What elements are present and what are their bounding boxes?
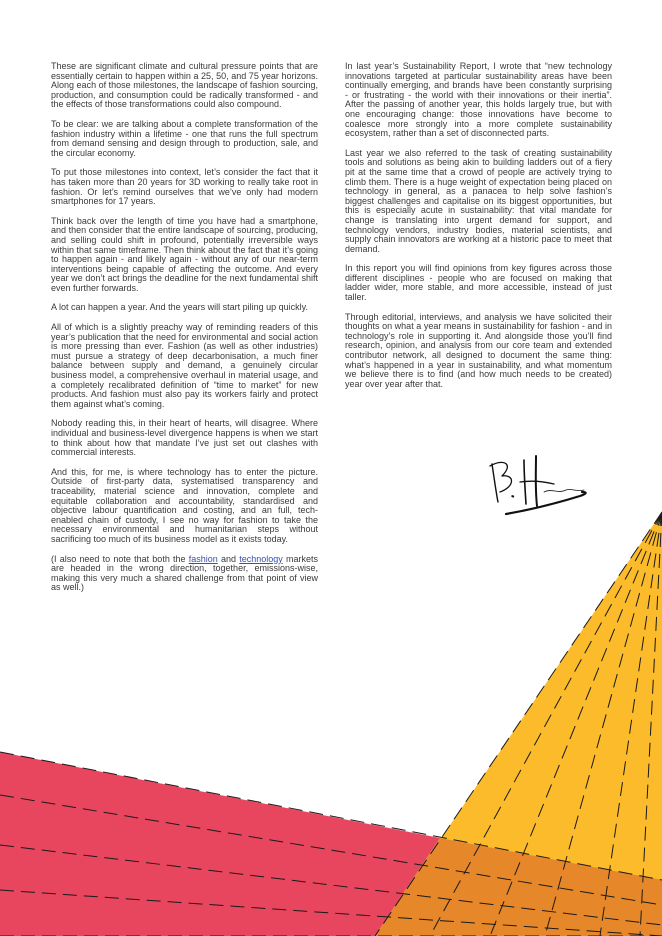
paragraph: In last year’s Sustainability Report, I wrote that “new technology innovations targeted at particular sustainability areas have been continually emerging, and brands have been constantly surprising - or frustrating - the world with their innovations or their inertia”. After the passing of another year, this holds largely true, but with one encouraging change: those innovations have become to coalesce more strongly into a more complete sustainability ecosystem, rather than a set of disconnected parts. [345,61,612,139]
paragraph: Last year we also referred to the task of creating sustainability tools and solutions as being akin to building ladders out of a fiery pit at the same time that a crowd of people are actively trying to climb them. There is a huge weight of expectation being placed on technology in general, as a panacea to help solve fashion’s biggest challenges and capitalise on its biggest opportunities, but this is especially acute in sustainability: that vital mandate for change is translating into urgent demand for support, and technology vendors, industry bodies, material scientists, and supply chain innovators are working at a historic pace to meet that demand. [345,147,612,254]
paragraph: Think back over the length of time you have had a smartphone, and then consider that the entire landscape of sourcing, producing, and selling could shift in profound, potentially irreversible ways within that same timeframe. Then think about the fact that it’s going to happen again - and likely again - without any of our near-term interventions being capable of affecting the outcome. And every year we don’t act brings the deadline for the next fundamental shift even further forwards. [51,215,318,293]
left-text-column [51,62,318,603]
paragraph: Nobody reading this, in their heart of hearts, will disagree. Where individual and business-level divergence happens is when we start to think about how that mandate I’ve just set out clashes with commercial interests. [51,418,318,458]
paragraph: Through editorial, interviews, and analysis we have solicited their thoughts on what a year means in sustainability for fashion - and in technology’s role in supporting it. And alongside those you’ll find research, opinion, and analysis from our core team and extended contributor network, all designed to document the same thing: what’s happened in a year in sustainability, and what momentum we believe there is to find (and how much needs to be created) year over year after that. [345,311,612,389]
handwritten-signature [484,452,594,522]
paragraph-text: (I also need to note that both the [51,553,189,564]
paragraph: In this report you will find opinions from key figures across those different disciplines - people who are focused on making that ladder wider, more stable, and more accessible, instead of just taller. [345,263,612,303]
pink-shape [0,752,440,936]
right-text-column [345,62,612,399]
paragraph: To put those milestones into context, let’s consider the fact that it has taken more than 20 years for 3D working to really take root in fashion. Or let’s remind ourselves that we’ve only had modern smartphones for 17 years. [51,167,318,207]
technology-link[interactable]: technology [239,553,283,564]
paragraph: A lot can happen a year. And the years will start piling up quickly. [51,302,308,313]
paragraph-with-links [51,555,318,593]
paragraph: And this, for me, is where technology has to enter the picture. Outside of first-party data, systematised transparency and traceability, material science and innovation, complete and equitable collaboration and accountability, standardised and objective labour quantification and costing, and an full, tech-enabled chain of custody, I see no way for fashion to take the necessary environmental and humanitarian steps without sacrificing too much of its business model as it exists today. [51,466,318,544]
paragraph: All of which is a slightly preachy way of reminding readers of this year’s publication that the need for environmental and social action is more pressing than ever. Fashion (as well as other industries) must pursue a strategy of deep decarbonisation, a much finer balance between supply and demand, a genuinely circular business model, a comprehensive overhaul in material usage, and a completely recalibrated definition of “time to market” for new products. And fashion must also pay its workers fairly and protect them against what’s coming. [51,322,318,409]
fashion-link[interactable]: fashion [188,553,218,564]
paragraph: These are significant climate and cultural pressure points that are essentially certain to happen within a 25, 50, and 75 year horizons. Along each of those milestones, the landscape of fashion sourcing, production, and consumption could be radically transformed - and the effects of those transformations could also compound. [51,61,318,110]
paragraph: To be clear: we are talking about a complete transformation of the fashion industry within a lifetime - one that runs the full spectrum from demand sensing and design through to production, sale, and the circular economy. [51,118,318,158]
paragraph-text: and [217,553,240,564]
paragraph-text: markets are headed in the wrong direction, together, emissions-wise, making this very much a shared challenge from that point of view as well.) [51,553,318,593]
